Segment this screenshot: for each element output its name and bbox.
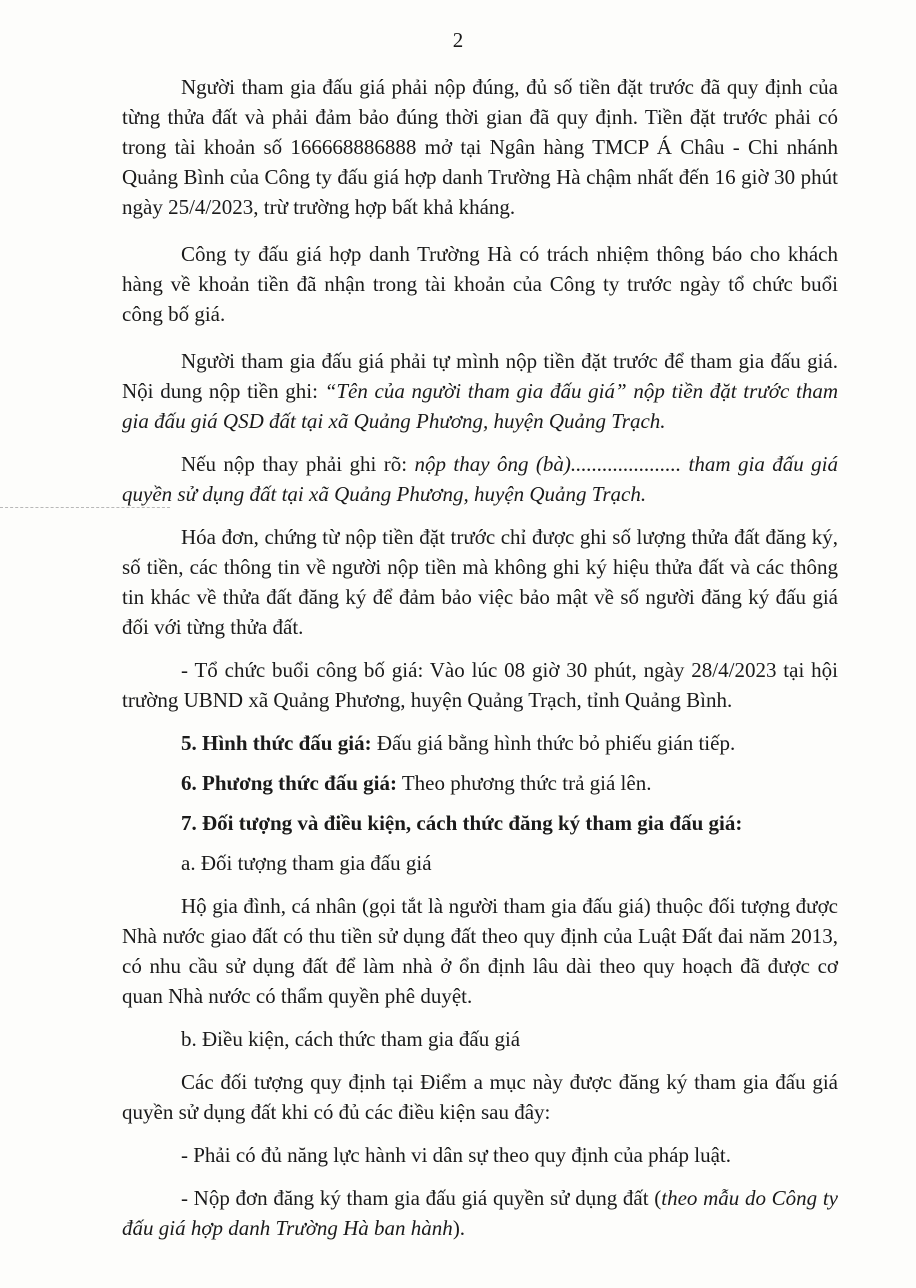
subsection-b-heading: b. Điều kiện, cách thức tham gia đấu giá — [181, 1027, 521, 1051]
section-5-auction-form — [122, 728, 838, 758]
page-number: 2 — [452, 28, 464, 52]
payment-content-text: Người tham gia đấu giá phải tự mình nộp tiền đặt trước để tham gia đấu giá. Nội dung nộp tiền ghi: — [122, 349, 838, 403]
paragraph-payment-content — [122, 346, 838, 436]
subsection-a-heading: a. Đối tượng tham gia đấu giá — [181, 851, 432, 875]
section-5-text: Đấu giá bằng hình thức bỏ phiếu gián tiếp. — [371, 731, 736, 755]
section-6-label: 6. Phương thức đấu giá: — [181, 771, 397, 795]
registration-close: ). — [452, 1216, 466, 1240]
paragraph-company-notice: Công ty đấu giá hợp danh Trường Hà có trách nhiệm thông báo cho khách hàng về khoản tiền đã nhận trong tài khoản của Công ty trước ngày tổ chức buổi công bố giá. — [122, 242, 838, 326]
proxy-payment-text: Nếu nộp thay phải ghi rõ: — [181, 452, 415, 476]
paragraph-deposit-rules: Người tham gia đấu giá phải nộp đúng, đủ số tiền đặt trước đã quy định của từng thửa đất và phải đảm bảo đúng thời gian đã quy định. Tiền đặt trước phải có trong tài khoản số 166668886888 mở tại Ngân hàng TMCP Á Châu - Chi nhánh Quảng Bình của Công ty đấu giá hợp danh Trường Hà chậm nhất đến 16 giờ 30 phút ngày 25/4/2023, trừ trường hợp bất khả kháng. — [122, 75, 838, 219]
section-7-heading: 7. Đối tượng và điều kiện, cách thức đăng ký tham gia đấu giá: — [181, 811, 743, 835]
paragraph-invoice-privacy: Hóa đơn, chứng từ nộp tiền đặt trước chỉ được ghi số lượng thửa đất đăng ký, số tiền, các thông tin về người nộp tiền mà không ghi ký hiệu thửa đất và các thông tin khác về thửa đất đăng ký để đảm bảo việc bảo mật về số người đăng ký đấu giá đối với từng thửa đất. — [122, 525, 838, 639]
payment-content-italic: “Tên của người tham gia đấu giá” nộp tiền đặt trước tham gia đấu giá QSD đất tại xã Quảng Phương, huyện Quảng Trạch. — [122, 379, 838, 433]
proxy-payment-italic: nộp thay ông (bà)..................... tham gia đấu giá quyền sử dụng đất tại xã Quảng Phương, huyện Quảng Trạch. — [122, 452, 838, 506]
paragraph-proxy-payment — [122, 449, 838, 509]
registration-italic: theo mẫu do Công ty đấu giá hợp danh Trường Hà ban hành — [122, 1186, 839, 1240]
registration-text: - Nộp đơn đăng ký tham gia đấu giá quyền sử dụng đất ( — [181, 1186, 662, 1210]
paragraph-price-announcement: - Tổ chức buổi công bố giá: Vào lúc 08 giờ 30 phút, ngày 28/4/2023 tại hội trường UBND xã Quảng Phương, huyện Quảng Trạch, tỉnh Quảng Bình. — [122, 658, 838, 712]
section-6-text: Theo phương thức trả giá lên. — [396, 771, 652, 795]
condition-civil-capacity: - Phải có đủ năng lực hành vi dân sự theo quy định của pháp luật. — [181, 1143, 731, 1167]
paragraph-conditions-intro: Các đối tượng quy định tại Điểm a mục này được đăng ký tham gia đấu giá quyền sử dụng đất khi có đủ các điều kiện sau đây: — [122, 1070, 838, 1124]
section-5-label: 5. Hình thức đấu giá: — [181, 731, 372, 755]
condition-registration-form — [122, 1183, 838, 1243]
paragraph-eligible-participants: Hộ gia đình, cá nhân (gọi tắt là người tham gia đấu giá) thuộc đối tượng được Nhà nước giao đất có thu tiền sử dụng đất theo quy định của Luật Đất đai năm 2013, có nhu cầu sử dụng đất để làm nhà ở ổn định lâu dài theo quy hoạch đã được cơ quan Nhà nước có thẩm quyền phê duyệt. — [122, 894, 838, 1008]
document-body — [122, 72, 838, 1243]
section-6-auction-method — [122, 768, 838, 798]
